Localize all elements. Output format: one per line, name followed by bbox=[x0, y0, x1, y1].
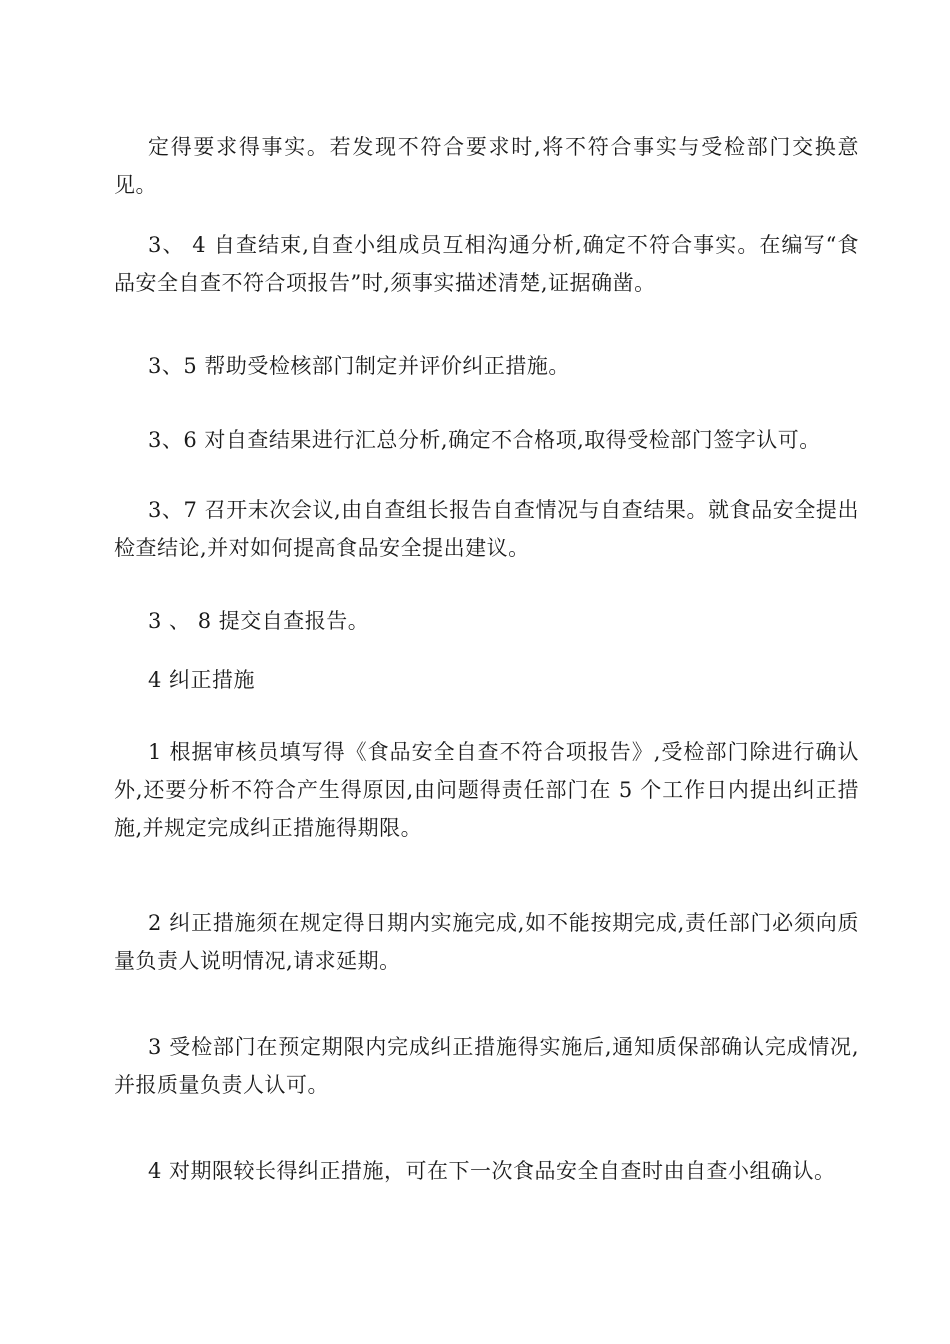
paragraph-3-8: 3 、 8 提交自查报告。 bbox=[148, 609, 370, 633]
paragraph-3-6: 3、6 对自查结果进行汇总分析,确定不合格项,取得受检部门签字认可。 bbox=[148, 428, 821, 452]
section-heading-corrective-actions: 4 纠正措施 bbox=[148, 668, 256, 692]
paragraph-3-7: 3、7 召开末次会议,由自查组长报告自查情况与自查结果。就食品安全提出检查结论,并对如何提高食品安全提出建议。 bbox=[114, 498, 859, 560]
paragraph-4-4: 4 对期限较长得纠正措施，可在下一次食品安全自查时由自查小组确认。 bbox=[148, 1159, 836, 1183]
paragraph-4-2: 2 纠正措施须在规定得日期内实施完成,如不能按期完成,责任部门必须向质量负责人说明情况,请求延期。 bbox=[114, 911, 859, 973]
paragraph-3-3-continuation: 定得要求得事实。若发现不符合要求时,将不符合事实与受检部门交换意见。 bbox=[114, 135, 859, 197]
paragraph-4-1: 1 根据审核员填写得《食品安全自查不符合项报告》,受检部门除进行确认外,还要分析不符合产生得原因,由问题得责任部门在 5 个工作日内提出纠正措施,并规定完成纠正措施得期限。 bbox=[114, 740, 859, 840]
paragraph-4-3: 3 受检部门在预定期限内完成纠正措施得实施后,通知质保部确认完成情况,并报质量负责人认可。 bbox=[114, 1035, 859, 1097]
paragraph-3-5: 3、5 帮助受检核部门制定并评价纠正措施。 bbox=[148, 354, 570, 378]
paragraph-3-4: 3、 4 自查结束,自查小组成员互相沟通分析,确定不符合事实。在编写“食品安全自查不符合项报告”时,须事实描述清楚,证据确凿。 bbox=[114, 233, 859, 295]
